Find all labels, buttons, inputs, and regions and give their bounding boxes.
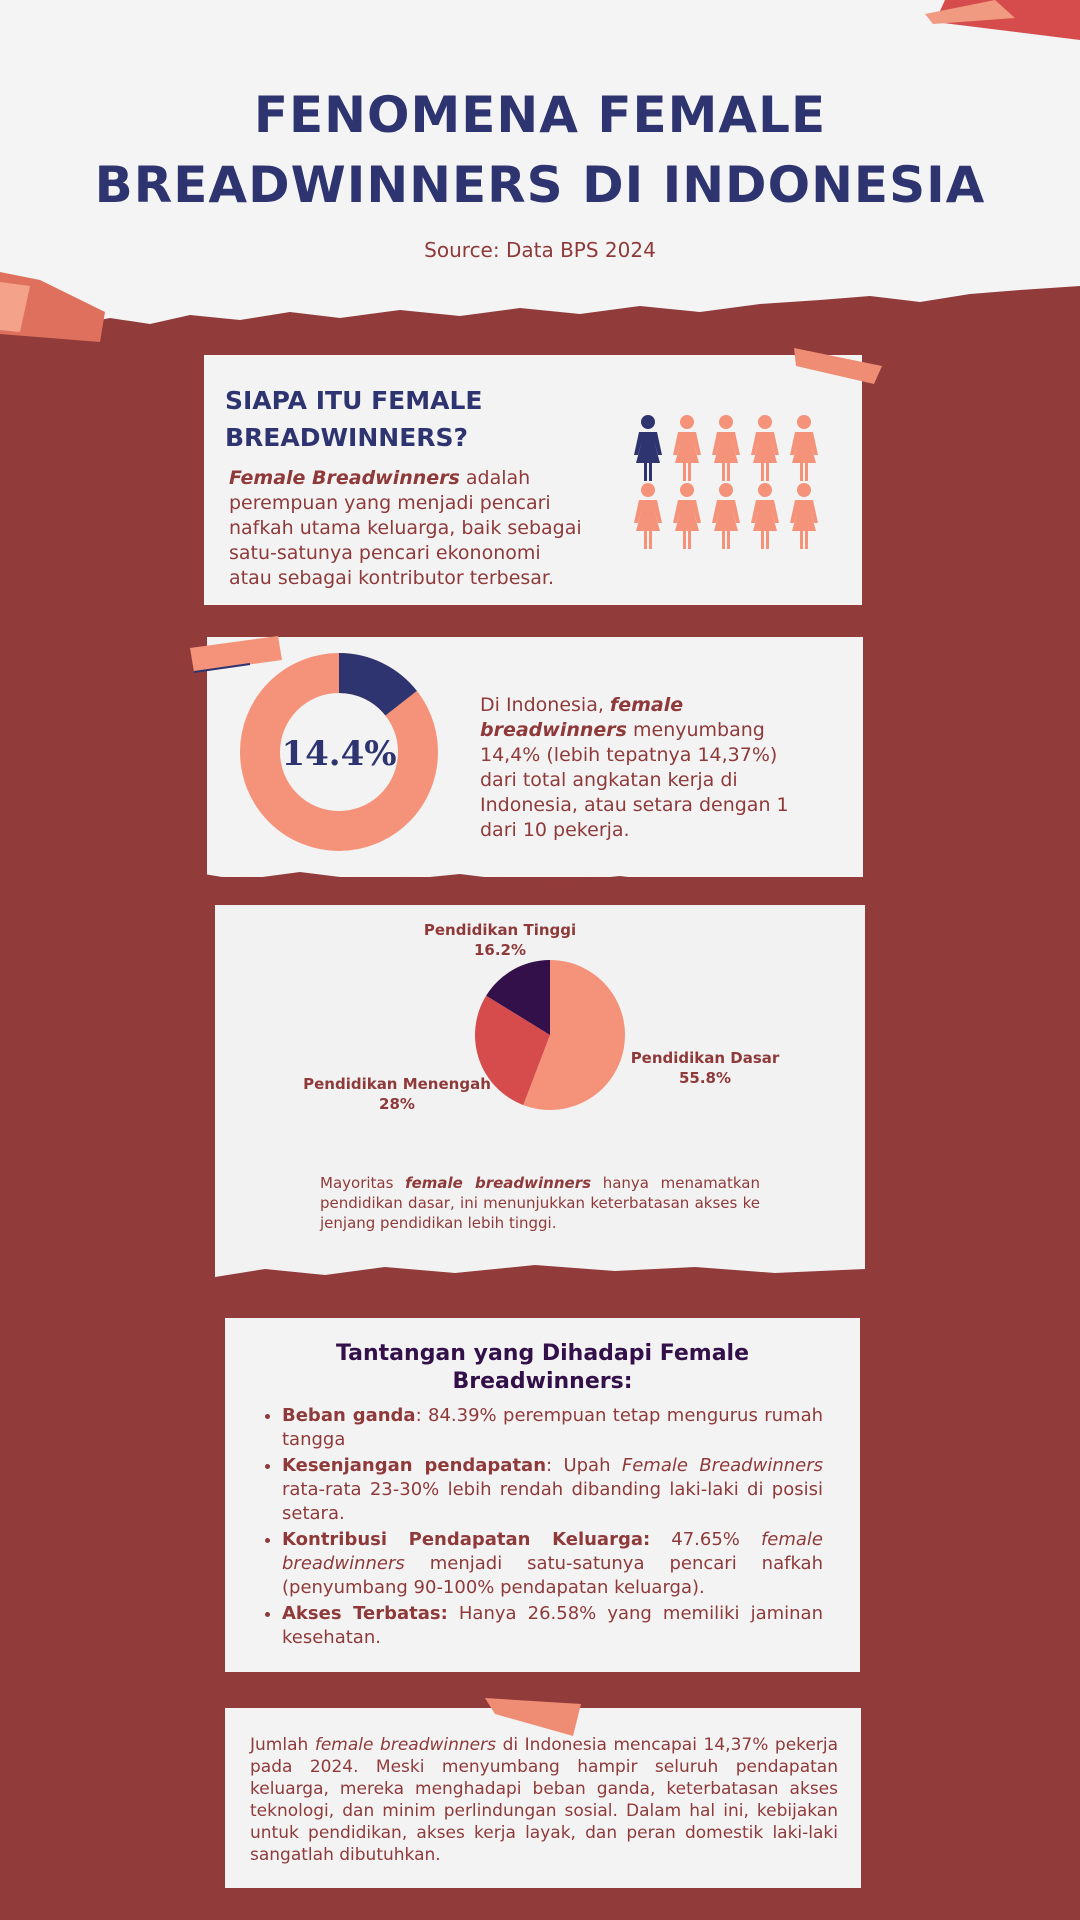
challenge-label: Kesenjangan pendapatan xyxy=(282,1455,547,1476)
challenge-term: Female Breadwinners xyxy=(621,1455,823,1476)
challenge-item: • Akses Terbatas: Hanya 26.58% yang memiliki jaminan kesehatan. xyxy=(282,1602,823,1650)
pie-label-tinggi xyxy=(400,920,600,960)
challenges-heading-line1: Tantangan yang Dihadapi Female xyxy=(335,1341,749,1366)
person-icon xyxy=(786,415,822,481)
tape-decoration xyxy=(485,1696,585,1736)
pie-label-dasar-value: 55.8% xyxy=(678,1069,732,1087)
person-icon xyxy=(708,483,744,549)
people-icon-grid xyxy=(630,415,830,555)
pie-label-tinggi-value: 16.2% xyxy=(473,941,527,959)
person-icon xyxy=(786,483,822,549)
torn-edge xyxy=(180,860,880,890)
source-caption: Source: Data BPS 2024 xyxy=(424,238,656,262)
pie-label-menengah xyxy=(302,1074,492,1114)
education-note xyxy=(320,1173,760,1233)
title-line-1: FENOMENA FEMALE xyxy=(253,86,827,144)
education-note-post: hanya menamatkan pendidikan dasar, ini menunjukkan keterbatasan akses ke jenjang pendidikan lebih tinggi. xyxy=(320,1174,760,1232)
conclusion-term: female breadwinners xyxy=(314,1735,496,1755)
tape-decoration xyxy=(794,348,884,384)
challenge-label: Kontribusi Pendapatan Keluarga: xyxy=(282,1529,651,1550)
person-icon xyxy=(708,415,744,481)
pie-label-dasar xyxy=(630,1048,780,1088)
education-pie-chart xyxy=(470,955,630,1115)
definition-heading-line2: BREADWINNERS? xyxy=(225,423,469,452)
person-icon xyxy=(669,415,705,481)
torn-edge xyxy=(215,1255,865,1285)
conclusion-text xyxy=(250,1734,838,1866)
definition-heading-line1: SIAPA ITU FEMALE xyxy=(225,386,483,415)
person-icon xyxy=(747,415,783,481)
statistic-term: female breadwinners xyxy=(480,694,684,741)
tape-decoration-left xyxy=(0,272,105,342)
donut-segment xyxy=(339,673,401,703)
pie-label-menengah-name: Pendidikan Menengah xyxy=(303,1075,491,1093)
pie-label-menengah-value: 28% xyxy=(379,1095,415,1113)
challenge-item: • Kesenjangan pendapatan: Upah Female Breadwinners rata-rata 23-30% lebih rendah dibanding laki-laki di posisi setara. xyxy=(282,1454,823,1526)
conclusion-pre: Jumlah xyxy=(250,1735,315,1755)
challenge-item: • Kontribusi Pendapatan Keluarga: 47.65% female breadwinners menjadi satu-satunya pencari nafkah (penyumbang 90-100% pendapatan keluarga). xyxy=(282,1528,823,1600)
pie-label-dasar-name: Pendidikan Dasar xyxy=(630,1049,780,1067)
tape-decoration xyxy=(925,0,1080,42)
person-icon xyxy=(630,415,666,481)
education-note-term: female breadwinners xyxy=(405,1174,592,1192)
pie-label-tinggi-name: Pendidikan Tinggi xyxy=(423,921,577,939)
challenge-item: • Beban ganda: 84.39% perempuan tetap mengurus rumah tangga xyxy=(282,1404,823,1452)
challenges-list xyxy=(258,1404,823,1652)
statistic-text xyxy=(480,693,820,843)
education-note-pre: Mayoritas xyxy=(320,1174,406,1192)
title-line-2: BREADWINNERS DI INDONESIA xyxy=(94,156,986,214)
statistic-text-post: menyumbang 14,4% (lebih tepatnya 14,37%) dari total angkatan kerja di Indonesia, atau setara dengan 1 dari 10 pekerja. xyxy=(480,719,789,841)
definition-text xyxy=(229,466,589,591)
conclusion-post: di Indonesia mencapai 14,37% pekerja pada 2024. Meski menyumbang hampir seluruh pendapatan keluarga, mereka menghadapi beban ganda, keterbatasan akses teknologi, dan minim perlindungan sosial. Dalam hal ini, kebijakan untuk pendidikan, akses kerja layak, dan peran domestik laki-laki sangatlah dibutuhkan. xyxy=(250,1735,839,1865)
definition-term: Female Breadwinners xyxy=(229,467,460,489)
challenge-label: Akses Terbatas: xyxy=(282,1603,448,1624)
statistic-text-pre: Di Indonesia, xyxy=(480,694,610,716)
donut-label: 14.4% xyxy=(281,734,397,774)
definition-body: adalah perempuan yang menjadi pencari nafkah utama keluarga, baik sebagai satu-satunya pencari ekononomi atau sebagai kontributor terbesar. xyxy=(229,467,582,589)
challenges-heading xyxy=(225,1340,860,1396)
torn-edge xyxy=(0,260,1080,340)
page-title xyxy=(0,80,1080,220)
definition-heading xyxy=(225,382,482,456)
challenge-label: Beban ganda xyxy=(282,1405,416,1426)
challenge-term: female breadwinners xyxy=(282,1529,824,1574)
challenges-heading-line2: Breadwinners: xyxy=(452,1369,633,1394)
person-icon xyxy=(669,483,705,549)
person-icon xyxy=(630,483,666,549)
person-icon xyxy=(747,483,783,549)
donut-chart xyxy=(240,653,438,851)
